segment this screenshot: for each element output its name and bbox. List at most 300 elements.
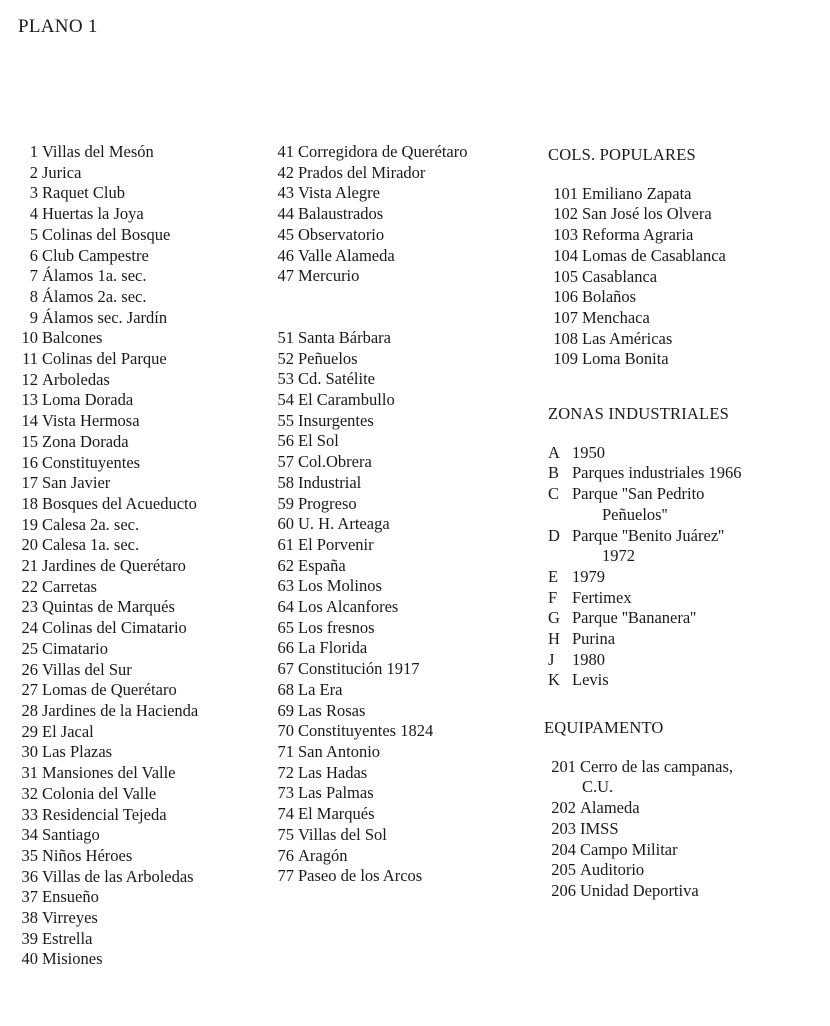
item-name: Emiliano Zapata bbox=[582, 183, 692, 203]
zone-letter: K bbox=[548, 670, 560, 690]
item-number: 22 bbox=[21, 576, 38, 596]
zone-name: 1979 bbox=[572, 566, 605, 586]
item-name: Balaustrados bbox=[298, 204, 384, 224]
item-number: 68 bbox=[277, 679, 294, 699]
list-item bbox=[272, 431, 468, 452]
item-number: 51 bbox=[277, 327, 294, 347]
item-name: U. H. Arteaga bbox=[298, 514, 390, 534]
list-item bbox=[272, 204, 468, 225]
item-number: 73 bbox=[277, 783, 294, 803]
item-number: 60 bbox=[277, 514, 294, 534]
item-number: 104 bbox=[553, 245, 578, 265]
list-item bbox=[14, 225, 198, 246]
list-item bbox=[14, 660, 198, 681]
item-number: 44 bbox=[277, 204, 294, 224]
equipamento-section bbox=[544, 718, 733, 902]
item-name: Bosques del Acueducto bbox=[42, 493, 197, 513]
list-item bbox=[272, 576, 468, 597]
list-item bbox=[548, 184, 726, 205]
list-item bbox=[14, 308, 198, 329]
item-number: 45 bbox=[277, 224, 294, 244]
item-name: Las Palmas bbox=[298, 783, 374, 803]
list-item bbox=[14, 763, 198, 784]
list-item bbox=[272, 369, 468, 390]
item-number: 41 bbox=[277, 142, 294, 161]
item-name: Las Américas bbox=[582, 328, 673, 348]
zone-name: Parques industriales 1966 bbox=[572, 463, 742, 483]
list-item bbox=[14, 556, 198, 577]
item-name: Residencial Tejeda bbox=[42, 804, 167, 824]
item-number: 202 bbox=[551, 798, 576, 818]
item-name: Las Plazas bbox=[42, 742, 113, 762]
item-number: 69 bbox=[277, 700, 294, 720]
item-number: 13 bbox=[21, 390, 38, 410]
item-number: 15 bbox=[21, 431, 38, 451]
item-number: 21 bbox=[21, 556, 38, 576]
item-name: Constituyentes bbox=[42, 452, 141, 472]
item-name: El Sol bbox=[298, 431, 339, 451]
item-number: 56 bbox=[277, 431, 294, 451]
item-number: 203 bbox=[551, 818, 576, 838]
item-number: 38 bbox=[21, 908, 38, 928]
item-name: Peñuelos bbox=[298, 348, 358, 368]
item-number: 204 bbox=[551, 839, 576, 859]
item-name: El Jacal bbox=[42, 721, 94, 741]
list-item bbox=[272, 142, 468, 163]
list-item bbox=[14, 390, 198, 411]
list-item bbox=[544, 798, 733, 819]
list-item bbox=[544, 819, 733, 840]
list-item bbox=[548, 267, 726, 288]
populares-section bbox=[548, 145, 726, 370]
item-name: Las Hadas bbox=[298, 762, 368, 782]
zone-name: Parque ''San Pedrito bbox=[572, 484, 705, 504]
item-number: 1 bbox=[29, 142, 38, 161]
item-number: 5 bbox=[29, 224, 38, 244]
list-item-continuation bbox=[548, 505, 742, 526]
item-name: Álamos 1a. sec. bbox=[42, 266, 147, 286]
industriales-section bbox=[548, 404, 742, 691]
item-number: 30 bbox=[21, 742, 38, 762]
list-item bbox=[548, 287, 726, 308]
item-name: Álamos sec. Jardín bbox=[42, 307, 168, 327]
item-name: Mercurio bbox=[298, 266, 360, 286]
item-name: Lomas de Querétaro bbox=[42, 680, 177, 700]
item-number: 11 bbox=[22, 349, 38, 369]
item-name: San Javier bbox=[42, 473, 111, 493]
list-item bbox=[272, 328, 468, 349]
list-item bbox=[272, 742, 468, 763]
item-name: Calesa 2a. sec. bbox=[42, 514, 140, 534]
item-name: Prados del Mirador bbox=[298, 162, 426, 182]
item-number: 47 bbox=[277, 266, 294, 286]
list-gap bbox=[272, 287, 468, 328]
list-item bbox=[544, 757, 733, 778]
item-name: El Carambullo bbox=[298, 390, 395, 410]
item-number: 72 bbox=[277, 762, 294, 782]
item-name: Vista Alegre bbox=[298, 183, 380, 203]
list-item bbox=[14, 846, 198, 867]
zone-name: 1950 bbox=[572, 442, 605, 462]
list-item bbox=[548, 329, 726, 350]
item-number: 46 bbox=[277, 245, 294, 265]
list-item bbox=[14, 597, 198, 618]
item-name: Quintas de Marqués bbox=[42, 597, 175, 617]
item-name: Arboledas bbox=[42, 369, 110, 389]
item-number: 19 bbox=[21, 514, 38, 534]
item-number: 77 bbox=[277, 866, 294, 886]
item-name: Unidad Deportiva bbox=[580, 880, 699, 900]
list-item bbox=[14, 929, 198, 950]
list-item bbox=[272, 638, 468, 659]
item-number: 25 bbox=[21, 638, 38, 658]
item-name: Mansiones del Valle bbox=[42, 763, 176, 783]
list-item bbox=[548, 225, 726, 246]
list-item bbox=[548, 650, 742, 671]
item-number: 66 bbox=[277, 638, 294, 658]
zone-letter: E bbox=[548, 566, 559, 586]
item-name: Balcones bbox=[42, 328, 103, 348]
list-item bbox=[272, 825, 468, 846]
item-number: 36 bbox=[21, 866, 38, 886]
item-number: 53 bbox=[277, 369, 294, 389]
item-number: 24 bbox=[21, 618, 38, 638]
item-number: 20 bbox=[21, 535, 38, 555]
item-name: Raquet Club bbox=[42, 183, 125, 203]
item-number: 55 bbox=[277, 410, 294, 430]
list-item bbox=[272, 846, 468, 867]
list-item bbox=[272, 349, 468, 370]
list-item bbox=[548, 588, 742, 609]
item-number: 74 bbox=[277, 804, 294, 824]
list-item bbox=[548, 526, 742, 547]
list-item bbox=[14, 639, 198, 660]
populares-list bbox=[548, 184, 726, 370]
item-number: 34 bbox=[21, 825, 38, 845]
zone-name: Purina bbox=[572, 629, 616, 649]
item-name: Colinas del Cimatario bbox=[42, 618, 187, 638]
list-item bbox=[548, 463, 742, 484]
list-item bbox=[272, 266, 468, 287]
item-number: 62 bbox=[277, 555, 294, 575]
item-name: El Marqués bbox=[298, 804, 375, 824]
zone-name-cont: Peñuelos'' bbox=[602, 504, 668, 524]
list-item bbox=[272, 597, 468, 618]
item-name: San José los Olvera bbox=[582, 204, 712, 224]
item-name: Observatorio bbox=[298, 224, 385, 244]
item-name: Los fresnos bbox=[298, 617, 375, 637]
list-item bbox=[14, 453, 198, 474]
list-item bbox=[14, 287, 198, 308]
zone-letter: A bbox=[548, 442, 560, 462]
equipamento-list bbox=[544, 757, 733, 902]
list-item bbox=[272, 556, 468, 577]
item-number: 28 bbox=[21, 700, 38, 720]
item-name: Santiago bbox=[42, 825, 100, 845]
item-number: 102 bbox=[553, 204, 578, 224]
item-number: 103 bbox=[553, 225, 578, 245]
item-number: 57 bbox=[277, 452, 294, 472]
list-item bbox=[272, 163, 468, 184]
item-name: Jardines de la Hacienda bbox=[42, 700, 199, 720]
zone-name: Parque ''Benito Juárez'' bbox=[572, 525, 725, 545]
item-number: 31 bbox=[21, 763, 38, 783]
item-number: 3 bbox=[29, 183, 38, 203]
list-item bbox=[14, 701, 198, 722]
item-number: 70 bbox=[277, 721, 294, 741]
item-name: Colinas del Parque bbox=[42, 349, 167, 369]
item-number: 14 bbox=[21, 411, 38, 431]
item-number: 106 bbox=[553, 287, 578, 307]
list-item bbox=[14, 949, 198, 970]
zone-letter: H bbox=[548, 629, 560, 649]
item-number: 54 bbox=[277, 390, 294, 410]
page-title: PLANO 1 bbox=[18, 16, 98, 37]
item-number: 4 bbox=[29, 204, 38, 224]
list-item bbox=[548, 349, 726, 370]
list-item bbox=[272, 804, 468, 825]
list-item bbox=[548, 308, 726, 329]
list-item bbox=[548, 484, 742, 505]
item-name: Col.Obrera bbox=[298, 452, 372, 472]
item-number: 23 bbox=[21, 597, 38, 617]
item-number: 201 bbox=[551, 756, 576, 776]
item-name: Industrial bbox=[298, 472, 362, 492]
item-name: Progreso bbox=[298, 493, 357, 513]
item-name: El Porvenir bbox=[298, 534, 374, 554]
item-name: Jurica bbox=[42, 162, 82, 182]
list-item bbox=[272, 783, 468, 804]
item-name: Álamos 2a. sec. bbox=[42, 286, 147, 306]
item-name: Villas de las Arboledas bbox=[42, 866, 194, 886]
list-item bbox=[548, 670, 742, 691]
item-number: 108 bbox=[553, 328, 578, 348]
item-number: 17 bbox=[21, 473, 38, 493]
list-item bbox=[272, 701, 468, 722]
list-item bbox=[548, 608, 742, 629]
item-name: Estrella bbox=[42, 928, 93, 948]
zone-name-cont: 1972 bbox=[602, 546, 635, 566]
item-name: Cd. Satélite bbox=[298, 369, 375, 389]
item-name: Cerro de las campanas, bbox=[580, 756, 734, 776]
item-name: Casablanca bbox=[582, 266, 658, 286]
list-item bbox=[14, 577, 198, 598]
zone-letter: B bbox=[548, 463, 560, 483]
list-item bbox=[14, 370, 198, 391]
item-number: 205 bbox=[551, 860, 576, 880]
list-item bbox=[14, 349, 198, 370]
item-number: 206 bbox=[551, 880, 576, 900]
item-number: 52 bbox=[277, 348, 294, 368]
zone-name: Fertimex bbox=[572, 587, 632, 607]
item-name: La Florida bbox=[298, 638, 368, 658]
item-name: La Era bbox=[298, 679, 343, 699]
item-name: Aragón bbox=[298, 845, 348, 865]
item-name: Villas del Sol bbox=[298, 824, 387, 844]
list-item bbox=[14, 825, 198, 846]
list-item bbox=[544, 860, 733, 881]
item-number: 76 bbox=[277, 845, 294, 865]
item-name: Constitución 1917 bbox=[298, 659, 420, 679]
list-item bbox=[14, 494, 198, 515]
list-item bbox=[544, 840, 733, 861]
list-item bbox=[14, 680, 198, 701]
list-item bbox=[14, 328, 198, 349]
item-number: 43 bbox=[277, 183, 294, 203]
item-number: 6 bbox=[29, 245, 38, 265]
item-name-cont: C.U. bbox=[582, 777, 614, 797]
item-number: 7 bbox=[29, 266, 38, 286]
list-item bbox=[14, 908, 198, 929]
item-name: Santa Bárbara bbox=[298, 327, 391, 347]
item-name: Villas del Sur bbox=[42, 659, 132, 679]
list-item bbox=[272, 866, 468, 887]
list-item bbox=[272, 763, 468, 784]
list-item bbox=[272, 680, 468, 701]
list-item bbox=[272, 473, 468, 494]
list-item bbox=[14, 142, 198, 163]
item-name: Valle Alameda bbox=[298, 245, 395, 265]
list-item bbox=[272, 452, 468, 473]
list-item bbox=[14, 432, 198, 453]
item-number: 64 bbox=[277, 597, 294, 617]
list-item bbox=[14, 473, 198, 494]
item-name: Niños Héroes bbox=[42, 845, 133, 865]
list-item bbox=[272, 659, 468, 680]
item-name: Menchaca bbox=[582, 307, 650, 327]
list-item bbox=[14, 411, 198, 432]
item-name: Ensueño bbox=[42, 887, 99, 907]
item-number: 40 bbox=[21, 949, 38, 969]
item-name: Misiones bbox=[42, 949, 103, 969]
item-number: 63 bbox=[277, 576, 294, 596]
item-name: Bolaños bbox=[582, 287, 637, 307]
item-number: 26 bbox=[21, 659, 38, 679]
zone-letter: C bbox=[548, 484, 560, 504]
list-item bbox=[272, 411, 468, 432]
item-name: Constituyentes 1824 bbox=[298, 721, 434, 741]
item-number: 59 bbox=[277, 493, 294, 513]
item-number: 75 bbox=[277, 824, 294, 844]
list-item bbox=[14, 722, 198, 743]
industriales-list bbox=[548, 443, 742, 691]
item-name: Virreyes bbox=[42, 908, 98, 928]
list-item-continuation bbox=[544, 777, 733, 798]
item-number: 58 bbox=[277, 472, 294, 492]
item-name: Huertas la Joya bbox=[42, 204, 144, 224]
list-item bbox=[14, 742, 198, 763]
list-item bbox=[272, 535, 468, 556]
list-item bbox=[544, 881, 733, 902]
item-name: Cimatario bbox=[42, 638, 108, 658]
list-item bbox=[548, 204, 726, 225]
zone-name: Parque ''Bananera'' bbox=[572, 608, 697, 628]
list-item bbox=[272, 225, 468, 246]
item-number: 33 bbox=[21, 804, 38, 824]
list-item bbox=[272, 494, 468, 515]
list-item bbox=[548, 629, 742, 650]
item-number: 61 bbox=[277, 534, 294, 554]
item-number: 35 bbox=[21, 845, 38, 865]
item-number: 16 bbox=[21, 452, 38, 472]
item-name: Carretas bbox=[42, 576, 97, 596]
list-item bbox=[14, 535, 198, 556]
item-name: San Antonio bbox=[298, 741, 381, 761]
item-number: 8 bbox=[29, 286, 38, 306]
item-name: Club Campestre bbox=[42, 245, 149, 265]
item-number: 107 bbox=[553, 307, 578, 327]
item-name: Zona Dorada bbox=[42, 431, 129, 451]
item-number: 109 bbox=[553, 349, 578, 369]
list-item bbox=[272, 721, 468, 742]
list-item bbox=[14, 183, 198, 204]
list-item bbox=[14, 266, 198, 287]
item-number: 2 bbox=[29, 162, 38, 182]
item-number: 12 bbox=[21, 369, 38, 389]
equipamento-title: EQUIPAMENTO bbox=[544, 718, 664, 737]
item-name: Las Rosas bbox=[298, 700, 366, 720]
item-number: 27 bbox=[21, 680, 38, 700]
list-item bbox=[14, 163, 198, 184]
item-name: Insurgentes bbox=[298, 410, 374, 430]
list-item bbox=[272, 618, 468, 639]
item-number: 105 bbox=[553, 266, 578, 286]
item-name: Calesa 1a. sec. bbox=[42, 535, 140, 555]
item-name: España bbox=[298, 555, 346, 575]
item-name: Jardines de Querétaro bbox=[42, 556, 186, 576]
item-number: 32 bbox=[21, 783, 38, 803]
list-item bbox=[272, 246, 468, 267]
list-item bbox=[14, 515, 198, 536]
item-name: Vista Hermosa bbox=[42, 411, 140, 431]
item-number: 29 bbox=[21, 721, 38, 741]
item-name: Paseo de los Arcos bbox=[298, 866, 423, 886]
zone-letter: D bbox=[548, 525, 560, 545]
item-number: 18 bbox=[21, 493, 38, 513]
item-number: 10 bbox=[21, 328, 38, 348]
item-name: Loma Dorada bbox=[42, 390, 134, 410]
list-item bbox=[14, 887, 198, 908]
populares-title: COLS. POPULARES bbox=[548, 145, 696, 164]
list-item bbox=[14, 246, 198, 267]
item-number: 37 bbox=[21, 887, 38, 907]
item-number: 9 bbox=[29, 307, 38, 327]
list-item bbox=[548, 246, 726, 267]
colonias-list-41-77 bbox=[272, 142, 468, 887]
item-name: Corregidora de Querétaro bbox=[298, 142, 468, 161]
list-item bbox=[272, 183, 468, 204]
industriales-title: ZONAS INDUSTRIALES bbox=[548, 404, 729, 423]
list-item bbox=[14, 867, 198, 888]
list-item bbox=[548, 567, 742, 588]
zone-name: 1980 bbox=[572, 649, 605, 669]
item-number: 65 bbox=[277, 617, 294, 637]
item-name: Los Alcanfores bbox=[298, 597, 399, 617]
list-item bbox=[548, 443, 742, 464]
item-name: Lomas de Casablanca bbox=[582, 245, 726, 265]
item-number: 101 bbox=[553, 183, 578, 203]
list-item bbox=[272, 390, 468, 411]
item-number: 42 bbox=[277, 162, 294, 182]
item-name: Campo Militar bbox=[580, 839, 678, 859]
item-name: Alameda bbox=[580, 798, 640, 818]
list-item-continuation bbox=[548, 546, 742, 567]
item-number: 67 bbox=[277, 659, 294, 679]
zone-letter: F bbox=[548, 587, 558, 607]
colonias-list-1-40 bbox=[14, 142, 198, 970]
item-number: 71 bbox=[277, 741, 294, 761]
zone-name: Levis bbox=[572, 670, 609, 690]
